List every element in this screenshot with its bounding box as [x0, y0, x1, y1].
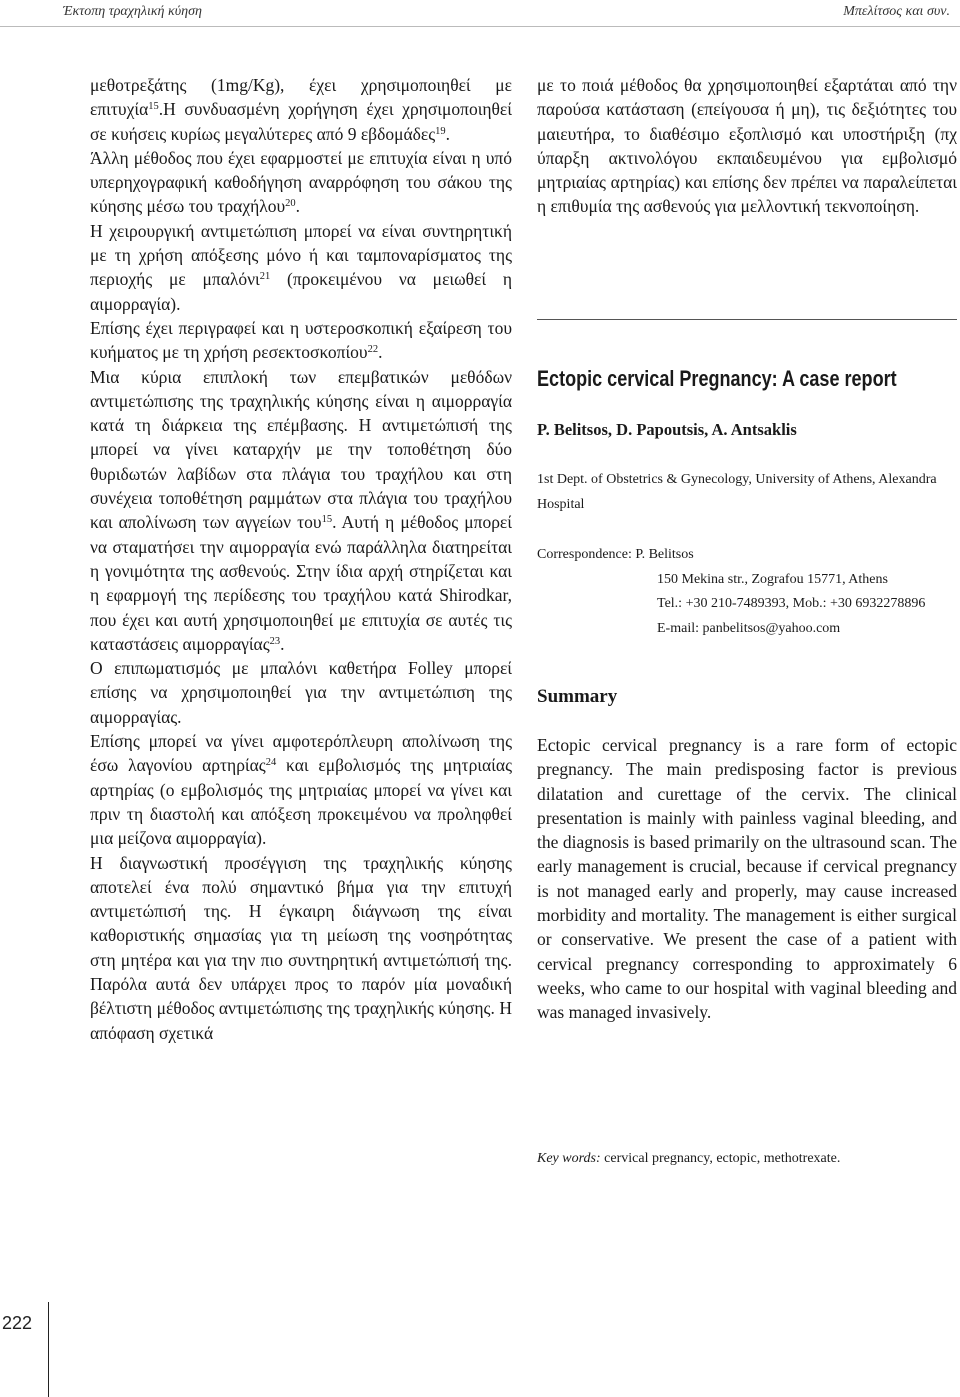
english-title: Ectopic cervical Pregnancy: A case report — [537, 366, 897, 391]
paragraph: Μια κύρια επιπλοκή των επεμβατικών μεθόδων αντιμετώπισης της τραχηλικής κύησης είναι η αιμορραγία κατά τη διάρκεια της επέμβασης. Η αντιμετώπισή της μπορεί να γίνει καταρχήν με την τοποθέτηση δύο θυριδωτών λαβίδων στα πλάγια του τραχήλου και στη συνέχεια τοποθέτηση ραμμάτων στα πλάγια του τραχήλου και απολίνωση των αγγείων του$^{15}$. Αυτή η μέθοδος μπορεί να σταματήσει την αιμορραγία ενώ παράλληλα διατηρείται η γονιμότητα της ασθενούς. Στην ίδια αρχή στηρίζεται και η εφαρμογή της περίδεσης του τραχήλου κατά Shirodkar, που έχει και αυτή χρησιμοποιηθεί με επιτυχία σε αυτές τις καταστάσεις αιμορραγίας$^{23}$. — [90, 366, 512, 654]
keywords-label: Key words: — [537, 1151, 601, 1166]
page-number: 222 — [2, 1313, 33, 1333]
keywords-list: cervical pregnancy, ectopic, methotrexate. — [604, 1151, 841, 1166]
paragraph: Ο επιπωματισμός με μπαλόνι καθετήρα Folley μπορεί επίσης να χρησιμοποιηθεί για την αντιμετώπιση της αιμορραγίας. — [90, 658, 512, 727]
correspondence-address: 150 Mekina str., Zografou 15771, Athens — [657, 571, 888, 587]
right-column — [537, 73, 957, 219]
summary-text: Ectopic cervical pregnancy is a rare form of ectopic pregnancy. The main predisposing factor is previous dilatation and curettage of the cervix. The clinical presentation is mainly with painless vaginal bleeding, and the diagnosis is based primarily on the ultrasound scan. The early management is crucial, because if cervical pregnancy is not managed early and properly, may cause increased morbidity and mortality. The management is either surgical or conservative. We present the case of a patient with cervical pregnancy corresponding to approximately 6 weeks, who came to our hospital with vaginal bleeding and was managed invasively. — [537, 735, 957, 1023]
paragraph: μεθοτρεξάτης (1mg/Kg), έχει χρησιμοποιηθεί με επιτυχία$^{15}$.Η συνδυασμένη χορήγηση έχει χρησιμοποιηθεί σε κυήσεις κυρίως μεγαλύτερες από 9 εβδομάδες$^{19}$. — [90, 75, 512, 144]
correspondence-phone: Tel.: +30 210-7489393, Mob.: +30 6932278896 — [657, 596, 926, 611]
summary-heading: Summary — [537, 686, 618, 707]
left-column — [90, 73, 512, 1045]
running-header — [0, 0, 960, 26]
correspondence-block — [537, 543, 925, 641]
header-rule — [0, 26, 960, 27]
running-authors: Μπελίτσος και συν. — [843, 4, 950, 19]
section-divider — [537, 319, 957, 320]
running-title: Έκτοπη τραχηλική κύηση — [63, 4, 202, 19]
authors: P. Belitsos, D. Papoutsis, A. Antsaklis — [537, 420, 797, 439]
paragraph: Άλλη μέθοδος που έχει εφαρμοστεί με επιτυχία είναι η υπό υπερηχογραφική καθοδήγηση αναρρόφηση του σάκου της κύησης μέσω του τραχήλου$^{20}$. — [90, 147, 512, 217]
page-number-rule — [48, 1302, 49, 1397]
correspondence-email: E-mail: panbelitsos@yahoo.com — [657, 620, 841, 636]
paragraph: Η χειρουργική αντιμετώπιση μπορεί να είναι συντηρητική με τη χρήση απόξεσης μόνο ή και ταμποναρίσματος της περιοχής με μπαλόνι$^{21}$ (προκειμένου να μειωθεί η αιμορραγία). — [90, 220, 512, 314]
paragraph: Η διαγνωστική προσέγγιση της τραχηλικής κύησης αποτελεί ένα πολύ σημαντικό βήμα για την επιτυχή αντιμετώπισή της. Η έγκαιρη διάγνωση της είναι καθοριστικής σημασίας για τη μείωση της νοσηρότητας στη μητέρα και για την πιο συντηρητική αντιμετώπισή της. Παρόλα αυτά δεν υπάρχει προς το παρόν μία μοναδική βέλτιστη μέθοδος αντιμετώπισης της τραχηλικής κύησης. Η απόφαση σχετικά — [90, 852, 512, 1043]
affiliation: 1st Dept. of Obstetrics & Gynecology, University of Athens, Alexandra Hospital — [537, 472, 937, 512]
keywords — [537, 1151, 957, 1167]
paragraph-continuation: με το ποιά μέθοδος θα χρησιμοποιηθεί εξαρτάται από την παρούσα κατάσταση (επείγουσα ή μη), τις δεξιότητες του μαιευτήρα, το διαθέσιμο εξοπλισμό και υποστήριξη (πχ ύπαρξη ακτινολόγου εκπαιδευμένου για εμβολισμό μητριαίας αρτηρίας) και επίσης δεν πρέπει να παραλείπεται η επιθυμία της ασθενούς για μελλοντική τεκνοποίηση. — [537, 75, 957, 217]
paragraph: Επίσης μπορεί να γίνει αμφοτερόπλευρη απολίνωση της έσω λαγονίου αρτηρίας$^{24}$ και εμβολισμός της μητριαίας αρτηρίας (ο εμβολισμός της μητριαίας μπορεί να γίνει και πριν τη διαστολή και απόξεση προκειμένου να προληφθεί μια μείζονα αιμορραγία). — [90, 731, 512, 849]
paragraph: Επίσης έχει περιγραφεί και η υστεροσκοπική εξαίρεση του κυήματος με τη χρήση ρεσεκτοσκοπίου$^{22}$. — [90, 317, 512, 363]
correspondence-label: Correspondence: P. Belitsos — [537, 547, 694, 562]
